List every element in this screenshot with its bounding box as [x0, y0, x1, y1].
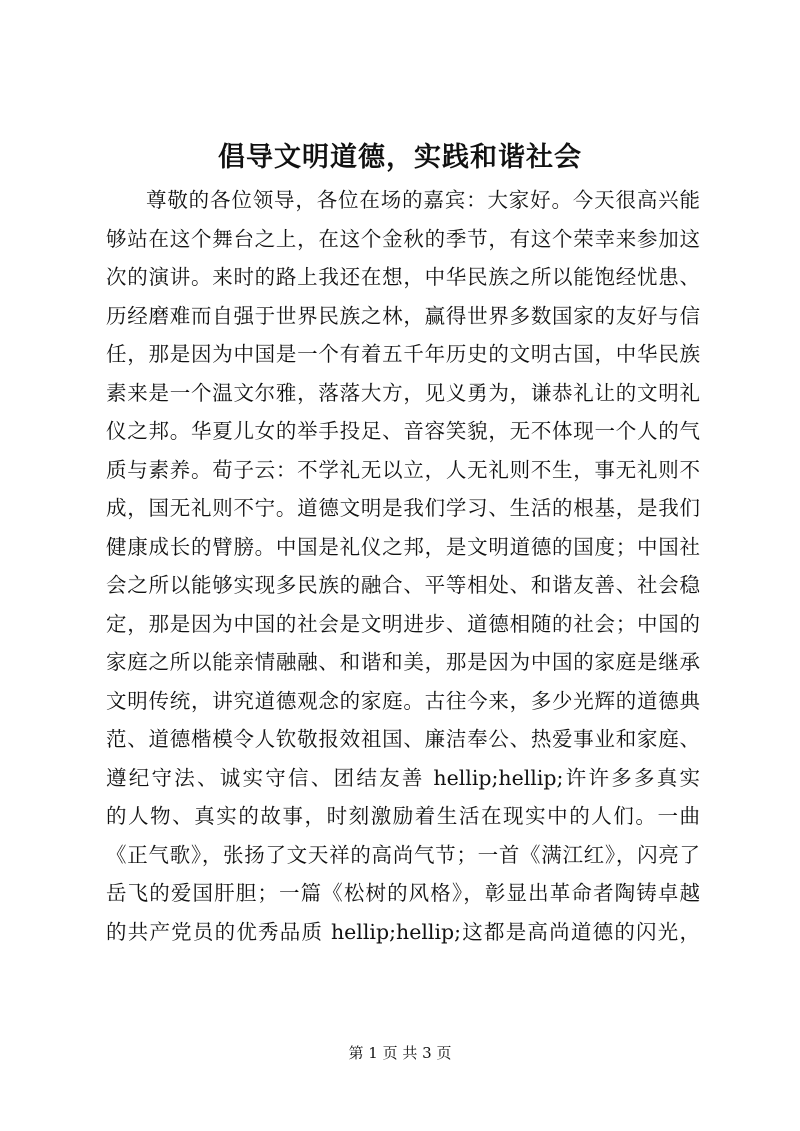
- paragraph-line: 《正气歌》，张扬了文天祥的高尚气节；一首《满江红》，闪亮了: [106, 842, 700, 867]
- page-number-footer: 第 1 页 共 3 页: [348, 1044, 452, 1062]
- paragraph-line: 健康成长的臂膀。中国是礼仪之邦，是文明道德的国度；中国社: [106, 534, 700, 559]
- paragraph-line: 次的演讲。来时的路上我还在想，中华民族之所以能饱经忧患、: [106, 265, 700, 289]
- paragraph-line: 尊敬的各位领导，各位在场的嘉宾：大家好。今天很高兴能: [146, 188, 700, 212]
- paragraph-line: 仪之邦。华夏儿女的举手投足、音容笑貌，无不体现一个人的气: [106, 419, 700, 443]
- paragraph-line: 素来是一个温文尔雅，落落大方，见义勇为，谦恭礼让的文明礼: [106, 380, 700, 405]
- document-title: 倡导文明道德，实践和谐社会: [218, 142, 582, 173]
- paragraph-line: 的人物、真实的故事，时刻激励着生活在现实中的人们。一曲: [106, 804, 700, 828]
- paragraph-line: 质与素养。荀子云：不学礼无以立，人无礼则不生，事无礼则不: [106, 457, 700, 482]
- paragraph-line: 成，国无礼则不宁。道德文明是我们学习、生活的根基，是我们: [106, 496, 700, 520]
- paragraph-line: 的共产党员的优秀品质 hellip;hellip;这都是高尚道德的闪光，: [106, 919, 700, 944]
- paragraph-line: 会之所以能够实现多民族的融合、平等相处、和谐友善、社会稳: [106, 573, 700, 597]
- body-paragraph: [106, 181, 700, 951]
- paragraph-line: 文明传统，讲究道德观念的家庭。古往今来，多少光辉的道德典: [106, 688, 700, 713]
- paragraph-line: 范、道德楷模令人钦敬报效祖国、廉洁奉公、热爱事业和家庭、: [106, 727, 700, 751]
- paragraph-line: 遵纪守法、诚实守信、团结友善 hellip;hellip;许许多多真实: [106, 765, 700, 790]
- paragraph-line: 定，那是因为中国的社会是文明进步、道德相随的社会；中国的: [106, 611, 700, 636]
- paragraph-line: 家庭之所以能亲情融融、和谐和美，那是因为中国的家庭是继承: [106, 650, 700, 674]
- paragraph-line: 够站在这个舞台之上，在这个金秋的季节，有这个荣幸来参加这: [106, 226, 700, 251]
- paragraph-line: 历经磨难而自强于世界民族之林，赢得世界多数国家的友好与信: [106, 303, 700, 328]
- paragraph-line: 岳飞的爱国肝胆；一篇《松树的风格》，彰显出革命者陶铸卓越: [106, 881, 700, 905]
- paragraph-line: 任，那是因为中国是一个有着五千年历史的文明古国，中华民族: [106, 342, 700, 366]
